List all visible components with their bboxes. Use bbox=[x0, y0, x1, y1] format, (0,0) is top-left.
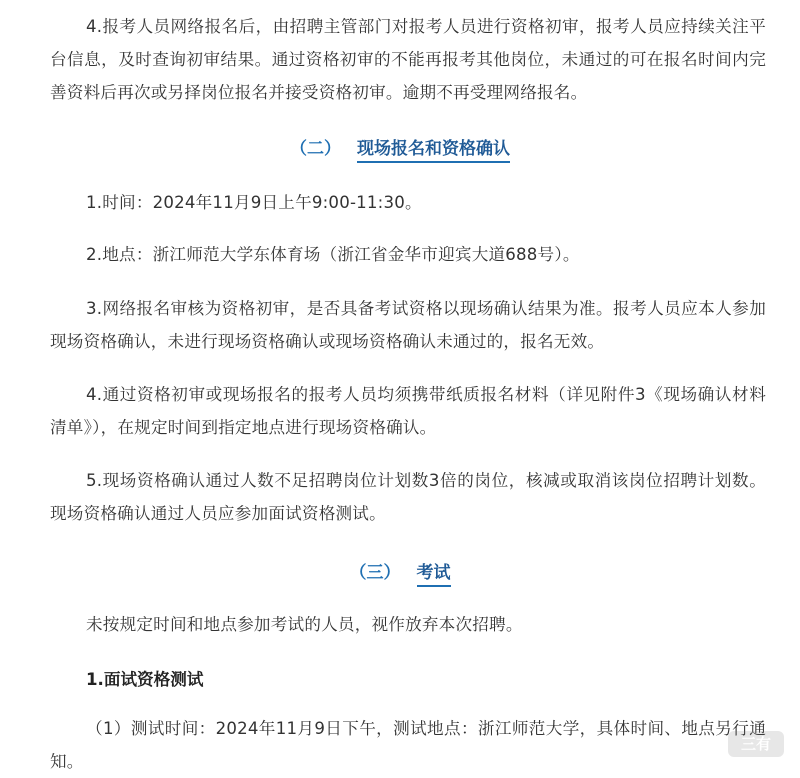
paragraph-location: 2.地点：浙江师范大学东体育场（浙江省金华市迎宾大道688号）。 bbox=[86, 245, 580, 264]
paragraph-time: 1.时间：2024年11月9日上午9:00-11:30。 bbox=[86, 193, 422, 212]
section-number: （二） bbox=[290, 139, 341, 159]
paragraph-exam-intro: 未按规定时间和地点参加考试的人员，视作放弃本次招聘。 bbox=[86, 615, 523, 634]
paragraph-online-registration: 4.报考人员网络报名后，由招聘主管部门对报考人员进行资格初审，报考人员应持续关注平台信息，及时查询初审结果。通过资格初审的不能再报考其他岗位，未通过的可在报名时间内完善资料后再次或另择岗位报名并接受资格初审。逾期不再受理网络报名。 bbox=[50, 17, 766, 102]
paragraph-review: 3.网络报名审核为资格初审，是否具备考试资格以现场确认结果为准。报考人员应本人参加现场资格确认，未进行现场资格确认或现场资格确认未通过的，报名无效。 bbox=[50, 299, 766, 351]
paragraph-materials: 4.通过资格初审或现场报名的报考人员均须携带纸质报名材料（详见附件3《现场确认材料清单》），在规定时间到指定地点进行现场资格确认。 bbox=[50, 385, 766, 437]
section-number: （三） bbox=[349, 563, 401, 583]
paragraph-quota: 5.现场资格确认通过人数不足招聘岗位计划数3倍的岗位，核减或取消该岗位招聘计划数。现场资格确认通过人员应参加面试资格测试。 bbox=[50, 471, 766, 523]
site-watermark-logo: 三有 bbox=[728, 731, 784, 757]
subheading-interview-test: 1.面试资格测试 bbox=[86, 670, 204, 689]
section-title: 考试 bbox=[417, 563, 451, 587]
section-heading-onsite bbox=[0, 134, 800, 159]
paragraph-test-time: （1）测试时间：2024年11月9日下午，测试地点：浙江师范大学，具体时间、地点另行通知。 bbox=[50, 719, 766, 771]
section-title: 现场报名和资格确认 bbox=[357, 139, 510, 163]
section-heading-exam bbox=[0, 558, 800, 583]
